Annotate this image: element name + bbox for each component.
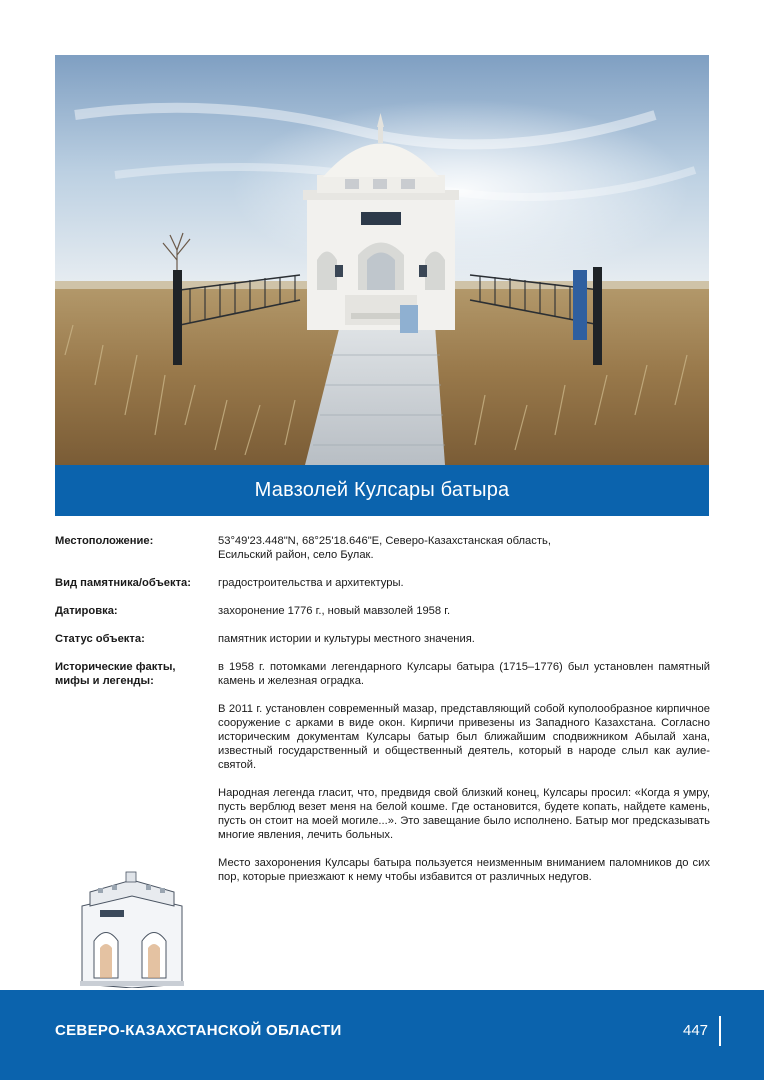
info-row-location [55,534,710,562]
footer-region-title: СЕВЕРО-КАЗАХСТАНСКОЙ ОБЛАСТИ [55,1022,342,1039]
history-paragraph: Народная легенда гласит, что, предвидя свой близкий конец, Кулсары просил: «Когда я умру, пусть верблюд везет меня на белой кошме. Где остановится, будете копать, найдете камень, пусть он стоит на моей могиле...». Это завещание было исполнено. Батыр мог предсказывать многие явления, лечить больных. [218,787,710,841]
history-paragraph: Место захоронения Кулсары батыра пользуется неизменным вниманием паломников до сих пор, которые приезжают к нему чтобы избавится от различных недугов. [218,857,710,883]
info-label [55,660,218,884]
page-number: 447 [683,1022,709,1039]
info-value-line: 53°49'23.448"N, 68°25'18.646"E, Северо-Казахстанская область, [218,535,551,547]
info-label: Датировка: [55,605,118,617]
info-label-line: мифы и легенды: [55,675,154,687]
info-label: Местоположение: [55,535,154,547]
info-row-dating [55,604,710,618]
mausoleum-photo [55,55,709,465]
history-text [218,660,710,884]
info-value-line: Есильский район, село Булак. [218,549,374,561]
monument-title: Мавзолей Кулсары батыра [55,465,709,516]
info-row-history [55,660,710,884]
monument-info [55,534,710,898]
footer-divider [719,1016,721,1046]
info-label-line: Исторические факты, [55,661,176,673]
info-label: Вид памятника/объекта: [55,577,191,589]
info-row-status [55,632,710,646]
info-label: Статус объекта: [55,633,145,645]
info-value [218,534,710,562]
info-value: захоронение 1776 г., новый мавзолей 1958 г. [218,605,451,617]
info-value: градостроительства и архитектуры. [218,577,404,589]
history-paragraph: в 1958 г. потомками легендарного Кулсары батыра (1715–1776) был установлен памятный камень и железная оградка. [218,661,710,687]
info-row-type [55,576,710,590]
history-paragraph: В 2011 г. установлен современный мазар, представляющий собой куполообразное кирпичное сооружение с арками в виде окон. Кирпичи привезены из Западного Казахстана. Согласно историческим документам Кулсары батыр был ближайшим сподвижником Абылай хана, известный государственный и общественный деятель, который в народе слыл как аулие-святой. [218,703,710,771]
page-footer [0,990,764,1080]
mausoleum-sketch [72,866,192,988]
info-value: памятник истории и культуры местного значения. [218,633,475,645]
